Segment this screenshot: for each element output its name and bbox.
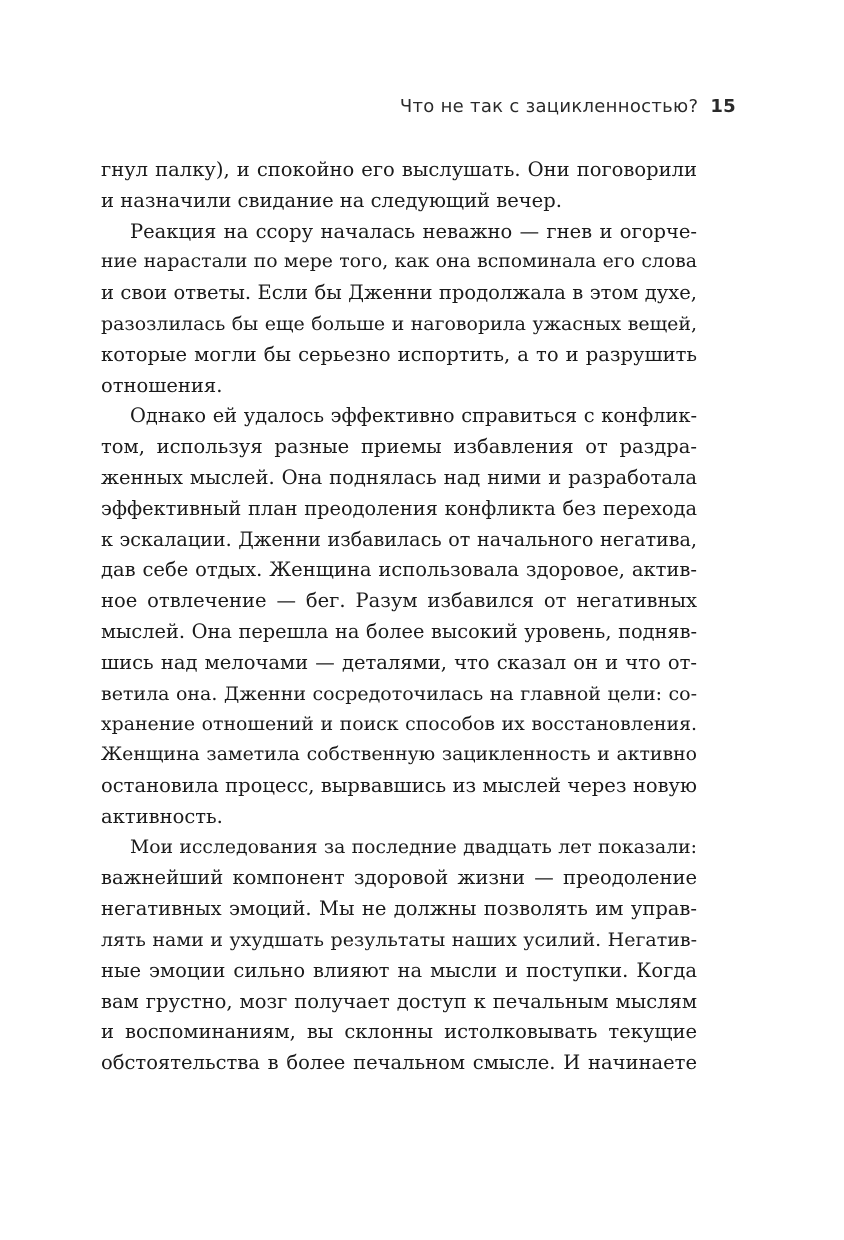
text-line: важнейший компонент здоровой жизни — преодоление (101, 866, 697, 890)
text-line: негативных эмоций. Мы не должны позволять им управ- (101, 897, 697, 921)
text-line: активность. (101, 804, 223, 828)
body-text (101, 155, 697, 1079)
text-line: Реакция на ссору началась неважно — гнев и огорче- (130, 219, 697, 243)
text-line: дав себе отдых. Женщина использовала здоровое, актив- (101, 558, 697, 582)
text-line: обстоятельства в более печальном смысле. И начинаете (101, 1051, 697, 1075)
text-line: ное отвлечение — бег. Разум избавился от негативных (101, 589, 697, 613)
text-line: и свои ответы. Если бы Дженни продолжала в этом духе, (101, 281, 697, 305)
text-line: женных мыслей. Она поднялась над ними и разработала (101, 465, 697, 489)
text-line: которые могли бы серьезно испортить, а то и разрушить (101, 342, 697, 366)
paragraph (101, 401, 697, 832)
text-line: хранение отношений и поиск способов их восстановления. (101, 713, 697, 736)
page-number: 15 (710, 96, 736, 117)
text-line: гнул палку), и спокойно его выслушать. Они поговорили (101, 158, 697, 181)
text-line: отношения. (101, 373, 223, 397)
text-line: и назначили свидание на следующий вечер. (101, 188, 562, 212)
text-line: мыслей. Она перешла на более высокий уровень, подняв- (101, 619, 697, 643)
text-line: разозлилась бы еще больше и наговорила ужасных вещей, (101, 312, 697, 335)
text-line: Однако ей удалось эффективно справиться с конфлик- (130, 404, 697, 428)
text-line: вам грустно, мозг получает доступ к печальным мыслям (101, 989, 697, 1013)
text-line: шись над мелочами — деталями, что сказал он и что от- (101, 650, 697, 674)
text-line: к эскалации. Дженни избавилась от начального негатива, (101, 527, 697, 551)
running-head (400, 95, 736, 119)
text-line: остановила процесс, вырвавшись из мыслей через новую (101, 773, 697, 797)
text-line: Женщина заметила собственную зацикленность и активно (101, 744, 697, 766)
paragraph (101, 155, 697, 217)
text-line: лять нами и ухудшать результаты наших усилий. Негатив- (101, 928, 697, 951)
text-line: ные эмоции сильно влияют на мысли и поступки. Когда (101, 958, 697, 982)
text-line: ветила она. Дженни сосредоточилась на главной цели: со- (101, 682, 697, 705)
text-line: ние нарастали по мере того, как она вспоминала его слова (101, 251, 697, 273)
text-line: и воспоминаниям, вы склонны истолковывать текущие (101, 1020, 697, 1044)
text-line: том, используя разные приемы избавления от раздра- (101, 435, 697, 459)
text-line: Мои исследования за последние двадцать лет показали: (130, 836, 697, 858)
paragraph (101, 833, 697, 1079)
chapter-title: Что не так с зацикленностью? (399, 96, 699, 117)
paragraph (101, 217, 697, 402)
text-line: эффективный план преодоления конфликта без перехода (101, 496, 697, 520)
